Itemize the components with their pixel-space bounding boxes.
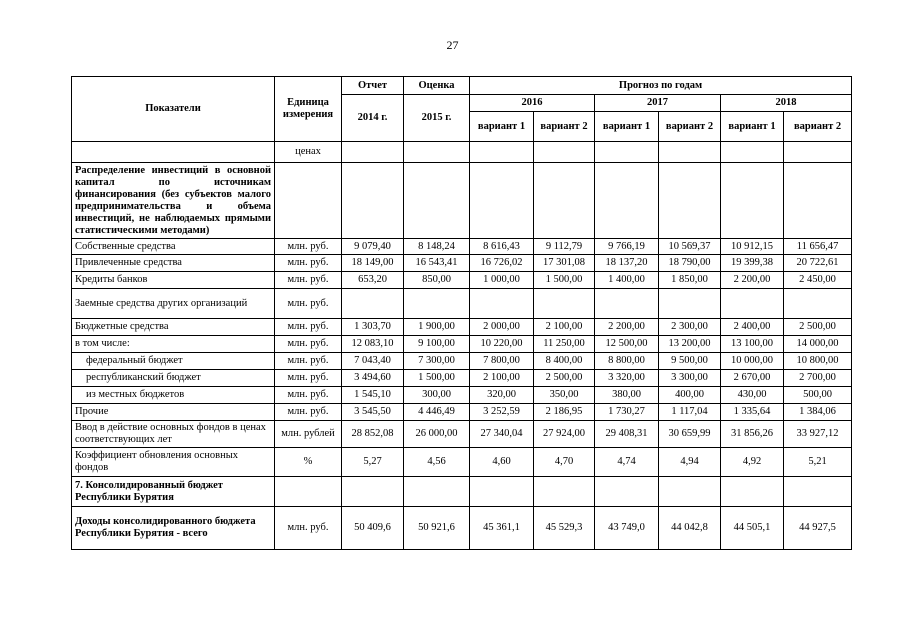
row-value: 2 450,00 (784, 272, 852, 289)
row-value: 2 186,95 (534, 404, 595, 421)
header-variant: вариант 1 (721, 112, 784, 142)
row-value: 3 545,50 (342, 404, 404, 421)
table-row (72, 255, 852, 272)
row-value: 1 303,70 (342, 319, 404, 336)
row-value: 4,74 (595, 448, 659, 477)
table-row (72, 319, 852, 336)
row-label: республиканский бюджет (72, 370, 275, 387)
row-value: 17 301,08 (534, 255, 595, 272)
row-value: 350,00 (534, 387, 595, 404)
row-value (404, 289, 470, 319)
row-label: в том числе: (72, 336, 275, 353)
row-value: 3 494,60 (342, 370, 404, 387)
header-2016: 2016 (470, 95, 595, 112)
row-value: 4,92 (721, 448, 784, 477)
header-report: Отчет (342, 77, 404, 95)
row-value: 3 320,00 (595, 370, 659, 387)
section-row (72, 163, 852, 239)
header-variant: вариант 2 (534, 112, 595, 142)
row-value: 27 340,04 (470, 421, 534, 448)
row-value: 8 148,24 (404, 239, 470, 255)
row-value: 29 408,31 (595, 421, 659, 448)
row-value (342, 289, 404, 319)
row-value: 14 000,00 (784, 336, 852, 353)
header-year-2015: 2015 г. (404, 95, 470, 142)
row-unit: млн. руб. (275, 336, 342, 353)
row-label: Привлеченные средства (72, 255, 275, 272)
row-value: 44 042,8 (659, 507, 721, 550)
row-unit: млн. рублей (275, 421, 342, 448)
row-value: 18 137,20 (595, 255, 659, 272)
row-value: 5,27 (342, 448, 404, 477)
row-value: 50 921,6 (404, 507, 470, 550)
row-unit: млн. руб. (275, 319, 342, 336)
row-unit: млн. руб. (275, 289, 342, 319)
row-value: 12 500,00 (595, 336, 659, 353)
row-value: 9 500,00 (659, 353, 721, 370)
row-value: 4,60 (470, 448, 534, 477)
row-value: 16 543,41 (404, 255, 470, 272)
row-value: 33 927,12 (784, 421, 852, 448)
forecast-table (71, 76, 852, 550)
row-label: из местных бюджетов (72, 387, 275, 404)
continuation-row (72, 142, 852, 163)
table-row (72, 272, 852, 289)
row-value: 10 220,00 (470, 336, 534, 353)
row-label: Кредиты банков (72, 272, 275, 289)
row-value: 1 850,00 (659, 272, 721, 289)
row-label: Бюджетные средства (72, 319, 275, 336)
row-value (721, 289, 784, 319)
page-number: 27 (446, 38, 459, 52)
row-value: 11 250,00 (534, 336, 595, 353)
row-label: федеральный бюджет (72, 353, 275, 370)
table-row (72, 387, 852, 404)
row-value: 2 670,00 (721, 370, 784, 387)
row-value: 1 500,00 (404, 370, 470, 387)
row-value: 2 100,00 (534, 319, 595, 336)
row-value (534, 289, 595, 319)
row-label: Заемные средства других организаций (72, 289, 275, 319)
row-value: 4,56 (404, 448, 470, 477)
row-value: 45 529,3 (534, 507, 595, 550)
row-value: 500,00 (784, 387, 852, 404)
table-row (72, 336, 852, 353)
row-value: 16 726,02 (470, 255, 534, 272)
row-unit: млн. руб. (275, 370, 342, 387)
row-value: 18 790,00 (659, 255, 721, 272)
row-label: Ввод в действие основных фондов в ценах соответствующих лет (72, 421, 275, 448)
header-forecast: Прогноз по годам (470, 77, 852, 95)
row-value: 10 569,37 (659, 239, 721, 255)
row-value: 2 100,00 (470, 370, 534, 387)
row-label: Коэффициент обновления основных фондов (72, 448, 275, 477)
table-row (72, 239, 852, 255)
row-unit: млн. руб. (275, 404, 342, 421)
row-value: 31 856,26 (721, 421, 784, 448)
header-unit: Единица измерения (275, 77, 342, 142)
row-value: 28 852,08 (342, 421, 404, 448)
row-value: 12 083,10 (342, 336, 404, 353)
table-row (72, 353, 852, 370)
row-value (470, 289, 534, 319)
row-value: 320,00 (470, 387, 534, 404)
row-value: 3 300,00 (659, 370, 721, 387)
row-unit: млн. руб. (275, 507, 342, 550)
row-value: 1 500,00 (534, 272, 595, 289)
row-value: 8 800,00 (595, 353, 659, 370)
row-value: 10 000,00 (721, 353, 784, 370)
continuation-unit: ценах (275, 142, 342, 163)
row-value (784, 289, 852, 319)
row-unit: млн. руб. (275, 239, 342, 255)
row-value: 2 000,00 (470, 319, 534, 336)
header-2018: 2018 (721, 95, 852, 112)
row-value: 9 112,79 (534, 239, 595, 255)
row-value: 2 700,00 (784, 370, 852, 387)
row-value: 3 252,59 (470, 404, 534, 421)
row-value: 10 800,00 (784, 353, 852, 370)
row-value: 9 100,00 (404, 336, 470, 353)
header-year-2014: 2014 г. (342, 95, 404, 142)
header-2017: 2017 (595, 95, 721, 112)
row-value: 2 300,00 (659, 319, 721, 336)
row-value: 13 100,00 (721, 336, 784, 353)
row-value: 2 200,00 (595, 319, 659, 336)
row-value: 2 500,00 (784, 319, 852, 336)
row-value: 7 300,00 (404, 353, 470, 370)
table-row (72, 404, 852, 421)
header-variant: вариант 1 (470, 112, 534, 142)
row-value: 1 400,00 (595, 272, 659, 289)
header-variant: вариант 2 (659, 112, 721, 142)
header-indicators: Показатели (72, 77, 275, 142)
row-value: 1 335,64 (721, 404, 784, 421)
section-row (72, 477, 852, 507)
row-value: 430,00 (721, 387, 784, 404)
row-value: 43 749,0 (595, 507, 659, 550)
row-value: 44 505,1 (721, 507, 784, 550)
row-value: 2 400,00 (721, 319, 784, 336)
row-value: 850,00 (404, 272, 470, 289)
row-value: 9 079,40 (342, 239, 404, 255)
table-row (72, 507, 852, 550)
row-value: 11 656,47 (784, 239, 852, 255)
row-value: 44 927,5 (784, 507, 852, 550)
row-value: 5,21 (784, 448, 852, 477)
row-value: 2 200,00 (721, 272, 784, 289)
row-value: 9 766,19 (595, 239, 659, 255)
row-value: 26 000,00 (404, 421, 470, 448)
row-value (595, 289, 659, 319)
header-variant: вариант 2 (784, 112, 852, 142)
row-value: 4,94 (659, 448, 721, 477)
row-value: 653,20 (342, 272, 404, 289)
row-value: 7 800,00 (470, 353, 534, 370)
row-unit: млн. руб. (275, 353, 342, 370)
row-value: 10 912,15 (721, 239, 784, 255)
row-label: Прочие (72, 404, 275, 421)
row-value: 1 000,00 (470, 272, 534, 289)
table-row (72, 289, 852, 319)
row-unit: млн. руб. (275, 387, 342, 404)
row-value: 8 400,00 (534, 353, 595, 370)
row-unit: млн. руб. (275, 255, 342, 272)
row-value: 1 384,06 (784, 404, 852, 421)
row-value: 45 361,1 (470, 507, 534, 550)
row-value: 4 446,49 (404, 404, 470, 421)
row-value: 380,00 (595, 387, 659, 404)
table-row (72, 421, 852, 448)
row-value: 400,00 (659, 387, 721, 404)
row-value: 27 924,00 (534, 421, 595, 448)
row-value: 2 500,00 (534, 370, 595, 387)
section-title: Распределение инвестиций в основной капитал по источникам финансирования (без субъектов малого предпринимательства и объема инвестиций, не наблюдаемых прямыми статистическими методами) (72, 163, 275, 239)
row-value (659, 289, 721, 319)
row-value: 18 149,00 (342, 255, 404, 272)
row-value: 7 043,40 (342, 353, 404, 370)
header-estimate: Оценка (404, 77, 470, 95)
row-value: 20 722,61 (784, 255, 852, 272)
row-value: 1 545,10 (342, 387, 404, 404)
row-value: 1 900,00 (404, 319, 470, 336)
row-value: 300,00 (404, 387, 470, 404)
row-value: 4,70 (534, 448, 595, 477)
row-unit: млн. руб. (275, 272, 342, 289)
row-label: Доходы консолидированного бюджета Республики Бурятия - всего (72, 507, 275, 550)
row-label: Собственные средства (72, 239, 275, 255)
row-unit: % (275, 448, 342, 477)
row-value: 50 409,6 (342, 507, 404, 550)
header-variant: вариант 1 (595, 112, 659, 142)
row-value: 1 730,27 (595, 404, 659, 421)
row-value: 13 200,00 (659, 336, 721, 353)
section7-title: 7. Консолидированный бюджет Республики Бурятия (72, 477, 275, 507)
row-value: 30 659,99 (659, 421, 721, 448)
table-row (72, 448, 852, 477)
table-row (72, 370, 852, 387)
row-value: 8 616,43 (470, 239, 534, 255)
row-value: 19 399,38 (721, 255, 784, 272)
row-value: 1 117,04 (659, 404, 721, 421)
